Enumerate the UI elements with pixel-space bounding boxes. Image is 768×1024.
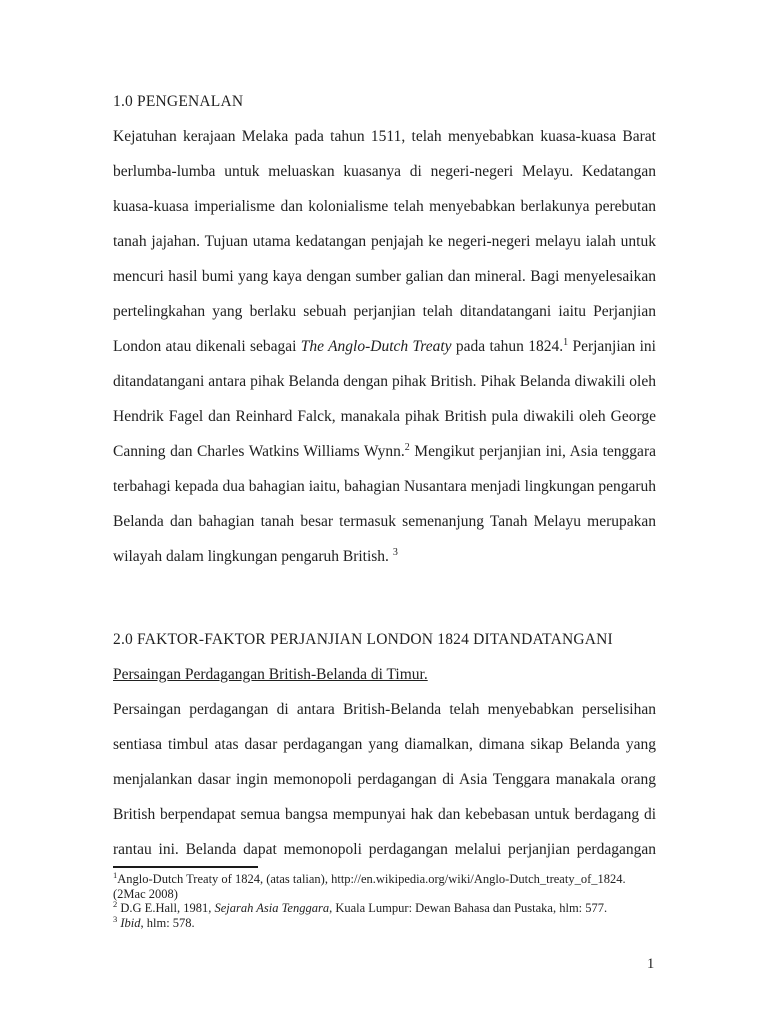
section-gap <box>113 574 656 622</box>
paragraph-text: Persaingan perdagangan di antara British-Belanda telah menyebabkan perselisihan sentiasa timbul atas dasar perdagangan yang diamalkan, dimana sikap Belanda yang menjalankan dasar ingin memonopoli perdagangan di Asia Tenggara manakala orang British berpendapat semua bangsa mempunyai hak dan kebebasan untuk berdagang di rantau ini. Belanda dapat memonopoli perdagangan melalui perjanjian perdagangan <box>113 701 656 858</box>
footnote-2-text: D.G E.Hall, 1981, <box>117 901 215 915</box>
section-2-paragraph <box>113 692 656 867</box>
subsection-heading-text: Persaingan Perdagangan British-Belanda di Timur. <box>113 666 428 683</box>
section-2-heading: 2.0 FAKTOR-FAKTOR PERJANJIAN LONDON 1824 DITANDATANGANI <box>113 631 613 648</box>
footnote-3-marker: 3 <box>113 913 118 924</box>
footnote-area <box>113 866 656 930</box>
paragraph-text: Perjanjian ini ditandatangani antara pihak Belanda dengan pihak British. Pihak Belanda diwakili oleh Hendrik Fagel dan Reinhard Falck, manakala pihak British pula diwakili oleh George Canning dan Charles Watkins Williams Wynn. <box>113 338 656 460</box>
footnote-2-book-title-italic: Sejarah Asia Tenggara <box>214 901 330 915</box>
footnote-separator <box>113 866 258 868</box>
footnote-1 <box>113 869 656 887</box>
paragraph-text: Mengikut perjanjian ini, Asia tenggara terbahagi kepada dua bahagian iaitu, bahagian Nusantara menjadi lingkungan pengaruh Belanda dan bahagian tanah besar termasuk semenanjung Tanah Melayu merupakan wilayah dalam lingkungan pengaruh British. <box>113 443 656 565</box>
footnote-3-text: , hlm: 578. <box>140 915 195 930</box>
subsection-heading <box>113 657 656 692</box>
footnote-1-line2 <box>113 887 656 902</box>
footnote-1-marker: 1 <box>113 869 118 880</box>
footnotes <box>113 869 656 930</box>
footnote-3 <box>113 913 656 931</box>
paragraph-text: Kejatuhan kerajaan Melaka pada tahun 1511, telah menyebabkan kuasa-kuasa Barat berlumba-lumba untuk meluaskan kuasanya di negeri-negeri Melayu. Kedatangan kuasa-kuasa imperialisme dan kolonialisme telah menyebabkan berlakunya perebutan tanah jajahan. Tujuan utama kedatangan penjajah ke negeri-negeri melayu ialah untuk mencuri hasil bumi yang kaya dengan sumber galian dan mineral. Bagi menyelesaikan pertelingkahan yang berlaku sebuah perjanjian telah ditandatangani iaitu Perjanjian London atau dikenali sebagai <box>113 128 656 355</box>
paragraph-text: pada tahun 1824. <box>451 338 564 355</box>
section-1-heading: 1.0 PENGENALAN <box>113 93 244 110</box>
footnote-1-text: Anglo-Dutch Treaty of 1824, (atas talian), http://en.wikipedia.org/wiki/Anglo-Dutch_treaty_of_1824. <box>117 872 626 886</box>
treaty-title-italic: The Anglo-Dutch Treaty <box>300 338 452 355</box>
footnote-ref-1: 1 <box>563 336 569 348</box>
footnote-ref-3: 3 <box>392 546 398 558</box>
footnote-2 <box>113 898 656 916</box>
footnote-3-ibid-italic: Ibid <box>117 915 141 930</box>
footnote-2-text: , Kuala Lumpur: Dewan Bahasa dan Pustaka, hlm: 577. <box>329 901 608 915</box>
footnote-ref-2: 2 <box>404 441 410 453</box>
document-content <box>113 84 656 867</box>
page-number: 1 <box>647 956 655 972</box>
footnote-2-marker: 2 <box>113 898 118 909</box>
footnote-1-text: (2Mac 2008) <box>113 886 178 901</box>
section-1-paragraph <box>113 119 656 574</box>
